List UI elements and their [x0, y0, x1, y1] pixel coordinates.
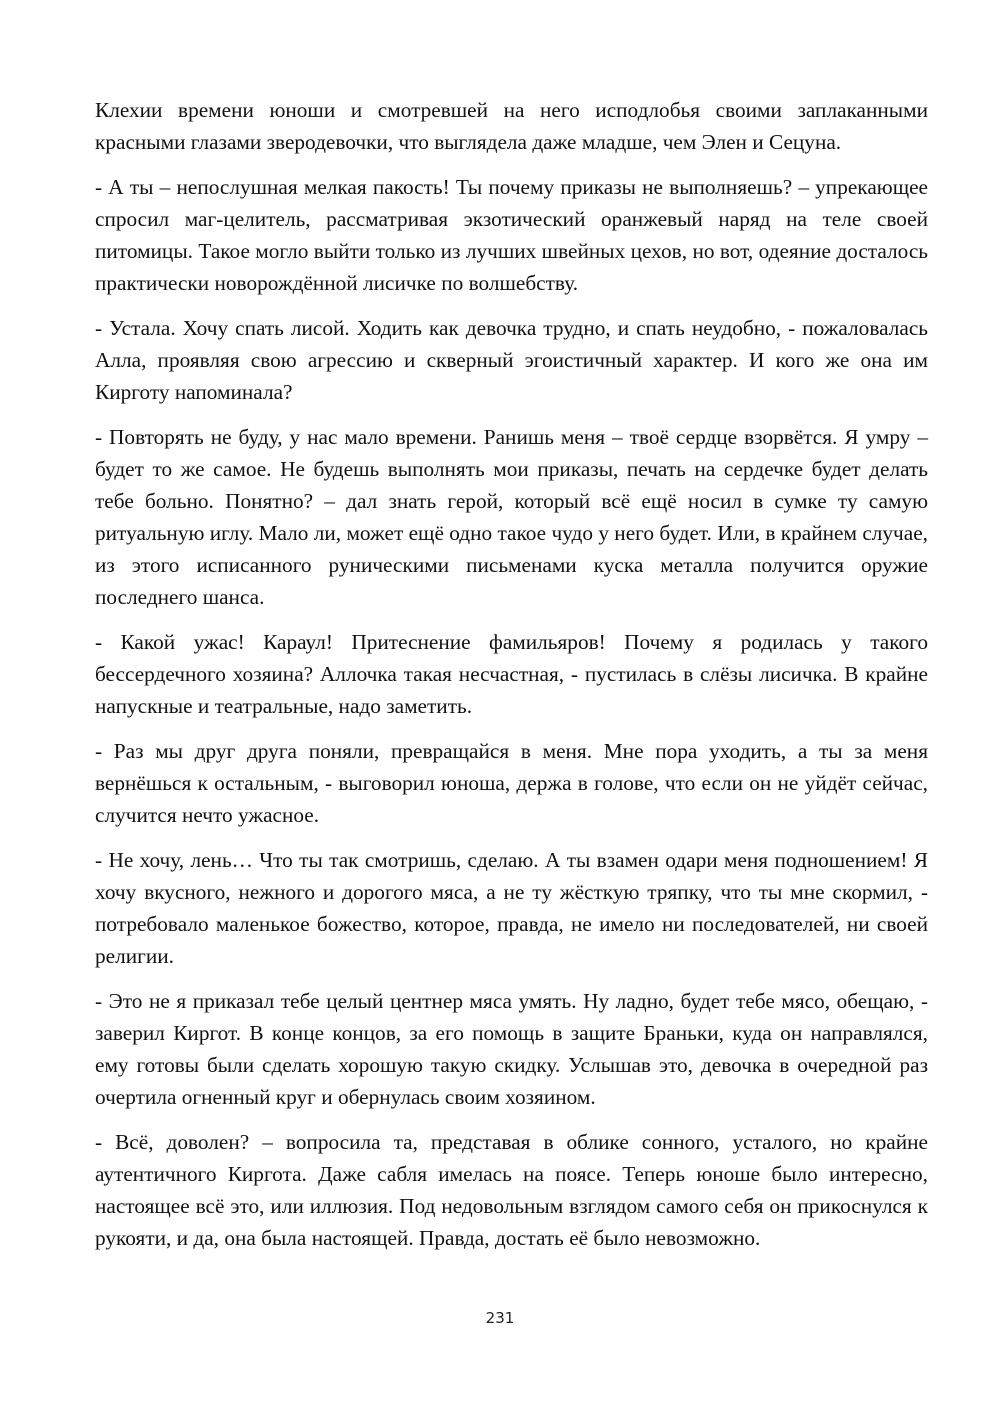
paragraph: - Всё, доволен? – вопросила та, представая в облике сонного, усталого, но крайне аутентичного Киргота. Даже сабля имелась на поясе. Теперь юноше было интересно, настоящее всё это, или иллюзия. Под недовольным взглядом самого себя он прикоснулся к рукояти, и да, она была настоящей. Правда, достать её было невозможно.	[95, 1130, 928, 1250]
paragraph: - Какой ужас! Караул! Притеснение фамильяров! Почему я родилась у такого бессердечного хозяина? Аллочка такая несчастная, - пустилась в слёзы лисичка. В крайне напускные и театральные, надо заметить.	[95, 630, 928, 718]
paragraph: - Не хочу, лень… Что ты так смотришь, сделаю. А ты взамен одари меня подношением! Я хочу вкусного, нежного и дорогого мяса, а не ту жёсткую тряпку, что ты мне скормил, - потребовало маленькое божество, которое, правда, не имело ни последователей, ни своей религии.	[95, 848, 928, 968]
paragraph: Клехии времени юноши и смотревшей на него исподлобья своими заплаканными красными глазами зверодевочки, что выглядела даже младше, чем Элен и Сецуна.	[95, 98, 928, 154]
paragraph: - Устала. Хочу спать лисой. Ходить как девочка трудно, и спать неудобно, - пожаловалась Алла, проявляя свою агрессию и скверный эгоистичный характер. И кого же она им Кирготу напоминала?	[95, 316, 928, 404]
paragraph: - Это не я приказал тебе целый центнер мяса умять. Ну ладно, будет тебе мясо, обещаю, - заверил Киргот. В конце концов, за его помощь в защите Браньки, куда он направлялся, ему готовы были сделать хорошую такую скидку. Услышав это, девочка в очередной раз очертила огненный круг и обернулась своим хозяином.	[95, 989, 928, 1109]
paragraph: - Раз мы друг друга поняли, превращайся в меня. Мне пора уходить, а ты за меня вернёшься к остальным, - выговорил юноша, держа в голове, что если он не уйдёт сейчас, случится нечто ужасное.	[95, 739, 928, 827]
page-body	[95, 94, 928, 1267]
page-number: 231	[485, 1309, 515, 1327]
paragraph: - Повторять не буду, у нас мало времени. Ранишь меня – твоё сердце взорвётся. Я умру – будет то же самое. Не будешь выполнять мои приказы, печать на сердечке будет делать тебе больно. Понятно? – дал знать герой, который всё ещё носил в сумке ту самую ритуальную иглу. Мало ли, может ещё одно такое чудо у него будет. Или, в крайнем случае, из этого исписанного руническими письменами куска металла получится оружие последнего шанса.	[95, 425, 928, 609]
paragraph: - А ты – непослушная мелкая пакость! Ты почему приказы не выполняешь? – упрекающее спросил маг-целитель, рассматривая экзотический оранжевый наряд на теле своей питомицы. Такое могло выйти только из лучших швейных цехов, но вот, одеяние досталось практически новорождённой лисичке по волшебству.	[95, 175, 928, 295]
